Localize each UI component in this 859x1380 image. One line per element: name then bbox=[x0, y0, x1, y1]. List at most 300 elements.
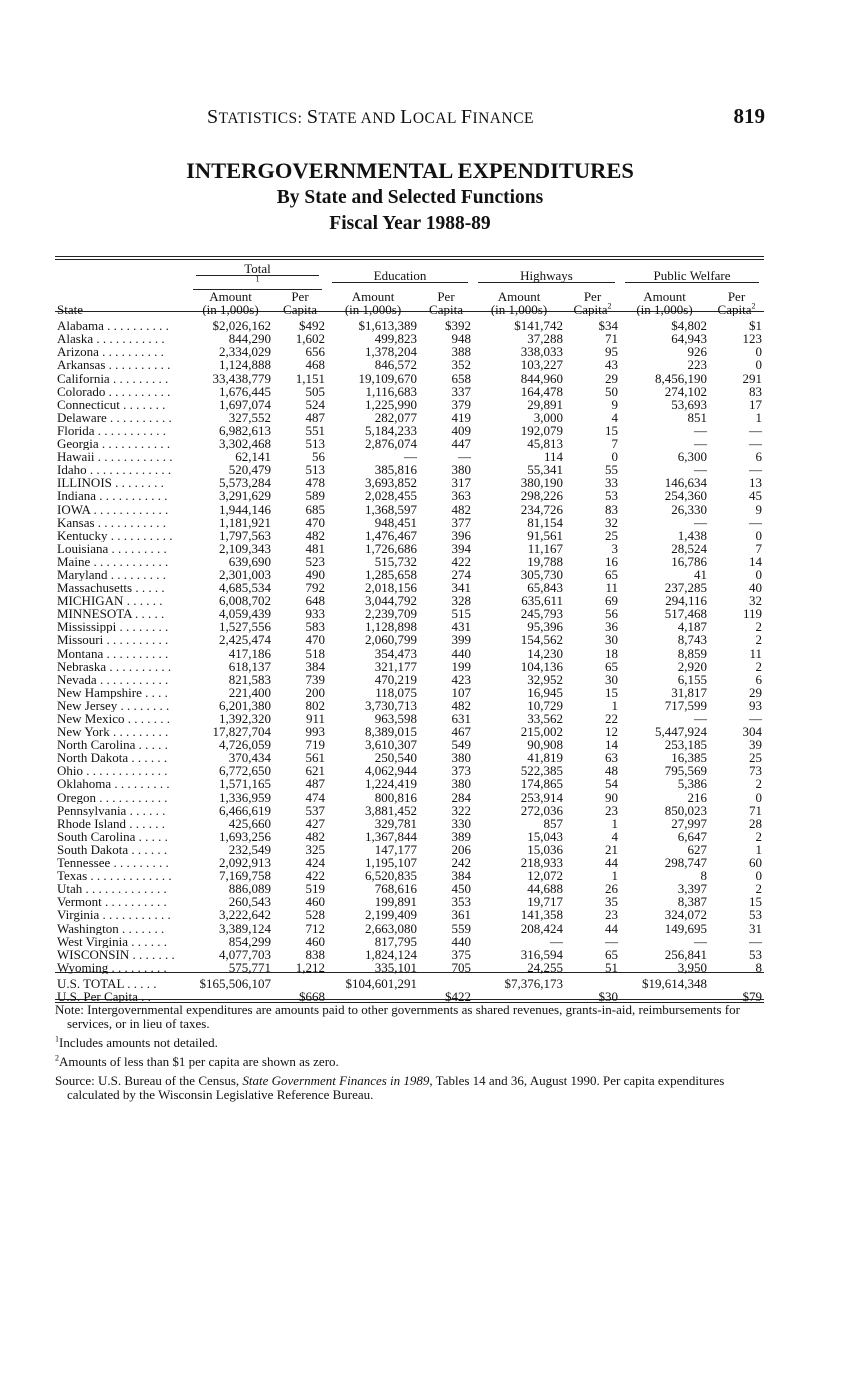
value-cell: $34 bbox=[598, 318, 618, 333]
value-cell: 54 bbox=[605, 777, 618, 791]
value-cell: 800,816 bbox=[374, 790, 417, 804]
value-cell: 3,302,468 bbox=[219, 437, 271, 451]
value-cell: 242 bbox=[451, 856, 471, 870]
value-cell: 10,729 bbox=[527, 698, 563, 712]
value-cell: 17,827,704 bbox=[212, 725, 271, 739]
value-cell: 0 bbox=[755, 790, 762, 804]
value-cell: 260,543 bbox=[228, 895, 271, 909]
value-cell: $165,506,107 bbox=[199, 975, 271, 990]
value-cell: 886,089 bbox=[228, 882, 271, 896]
value-cell: 8 bbox=[700, 869, 707, 883]
value-cell: 854,299 bbox=[228, 934, 271, 948]
state-cell: Massachusetts . . . . . bbox=[57, 581, 165, 595]
state-cell: Rhode Island . . . . . . bbox=[57, 816, 165, 830]
value-cell: 1,124,888 bbox=[219, 358, 271, 372]
value-cell: 5,447,924 bbox=[655, 725, 707, 739]
value-cell: 6 bbox=[755, 450, 762, 464]
value-cell: 2 bbox=[755, 777, 762, 791]
value-cell: 948,451 bbox=[374, 515, 417, 529]
value-cell: 2,199,409 bbox=[365, 908, 417, 922]
table-row bbox=[55, 633, 764, 646]
value-cell: 65,843 bbox=[527, 581, 563, 595]
state-cell: Kentucky . . . . . . . . . . bbox=[57, 528, 173, 542]
group-education: Education bbox=[327, 262, 473, 290]
value-cell: 2,092,913 bbox=[219, 856, 271, 870]
table-row bbox=[55, 738, 764, 751]
value-cell: 2,334,029 bbox=[219, 345, 271, 359]
value-cell: 53 bbox=[749, 908, 762, 922]
value-cell: 321,177 bbox=[374, 659, 417, 673]
value-cell: 322 bbox=[451, 803, 471, 817]
state-cell: Ohio . . . . . . . . . . . . . bbox=[57, 764, 168, 778]
value-cell: 15,036 bbox=[527, 842, 563, 857]
value-cell: 523 bbox=[305, 554, 325, 568]
value-cell: 549 bbox=[451, 738, 471, 752]
value-cell: 56 bbox=[312, 450, 325, 464]
value-cell: 388 bbox=[451, 345, 471, 359]
value-cell: 2,109,343 bbox=[219, 541, 271, 555]
value-cell: 519 bbox=[305, 882, 325, 896]
state-cell: Montana . . . . . . . . . . bbox=[57, 646, 169, 660]
table-row bbox=[55, 385, 764, 398]
value-cell: 41,819 bbox=[527, 751, 563, 765]
group-highways: Highways bbox=[473, 262, 620, 290]
value-cell: 272,036 bbox=[520, 803, 563, 817]
value-cell: 515,732 bbox=[374, 554, 417, 568]
state-cell: Hawaii . . . . . . . . . . . . bbox=[57, 450, 173, 464]
value-cell: 1,224,419 bbox=[365, 777, 417, 791]
value-cell: 237,285 bbox=[664, 581, 707, 595]
value-cell: 384 bbox=[451, 869, 471, 883]
state-cell: Nebraska . . . . . . . . . . bbox=[57, 659, 172, 673]
header-blank bbox=[55, 262, 188, 290]
value-cell: 1,368,597 bbox=[365, 502, 417, 516]
value-cell: 844,290 bbox=[228, 332, 271, 346]
table-row bbox=[55, 777, 764, 790]
table-row bbox=[55, 830, 764, 843]
value-cell: 4,726,059 bbox=[219, 738, 271, 752]
value-cell: — bbox=[550, 934, 563, 948]
footnote-1: $^1$Includes amounts not detailed. bbox=[55, 1034, 218, 1050]
value-cell: 3,044,792 bbox=[365, 594, 417, 608]
value-cell: 926 bbox=[687, 345, 707, 359]
value-cell: 22 bbox=[605, 712, 618, 726]
value-cell: 245,793 bbox=[520, 607, 563, 621]
value-cell: 4,077,703 bbox=[219, 947, 271, 961]
value-cell: 1,438 bbox=[677, 528, 707, 542]
value-cell: 15 bbox=[605, 685, 618, 699]
value-cell: 8,387 bbox=[677, 895, 707, 909]
table-row bbox=[55, 817, 764, 830]
value-cell: 422 bbox=[305, 869, 325, 883]
expenditures-table bbox=[55, 262, 764, 1003]
value-cell: 631 bbox=[451, 712, 471, 726]
state-cell: New York . . . . . . . . . bbox=[57, 725, 169, 739]
value-cell: 28 bbox=[749, 816, 762, 830]
value-cell: 499,823 bbox=[374, 332, 417, 346]
value-cell: — bbox=[694, 463, 707, 477]
state-cell: Utah . . . . . . . . . . . . . bbox=[57, 882, 167, 896]
value-cell: 846,572 bbox=[374, 358, 417, 372]
value-cell: 911 bbox=[305, 712, 325, 726]
value-cell: 2 bbox=[755, 633, 762, 647]
value-cell: 192,079 bbox=[520, 423, 563, 438]
value-cell: $2,026,162 bbox=[212, 318, 271, 333]
value-cell: 377 bbox=[451, 515, 471, 529]
value-cell: 1,527,556 bbox=[219, 620, 271, 634]
table-row bbox=[55, 804, 764, 817]
value-cell: 12,072 bbox=[527, 869, 563, 883]
state-cell: Louisiana . . . . . . . . . bbox=[57, 541, 167, 555]
state-cell: Florida . . . . . . . . . . . bbox=[57, 423, 167, 438]
value-cell: 2 bbox=[755, 620, 762, 634]
table-row bbox=[55, 699, 764, 712]
value-cell: 1 bbox=[611, 698, 618, 712]
value-cell: 53 bbox=[605, 489, 618, 503]
value-cell: — bbox=[749, 712, 762, 726]
value-cell: 39 bbox=[749, 738, 762, 752]
state-cell: U.S. TOTAL . . . . . bbox=[57, 975, 157, 990]
value-cell: 304 bbox=[742, 725, 762, 739]
table-row bbox=[55, 869, 764, 882]
value-cell: 537 bbox=[305, 803, 325, 817]
value-cell: 206 bbox=[451, 842, 471, 857]
group-public-welfare: Public Welfare bbox=[620, 262, 764, 290]
value-cell: 83 bbox=[749, 384, 762, 398]
table-row bbox=[55, 581, 764, 594]
value-cell: 515 bbox=[451, 607, 471, 621]
state-cell: Texas . . . . . . . . . . . . . bbox=[57, 869, 172, 883]
value-cell: 627 bbox=[687, 842, 707, 857]
value-cell: 0 bbox=[755, 528, 762, 542]
value-cell: 353 bbox=[451, 895, 471, 909]
state-cell: Pennsylvania . . . . . . bbox=[57, 803, 166, 817]
table-row bbox=[55, 568, 764, 581]
value-cell: — bbox=[694, 712, 707, 726]
value-cell: 3,389,124 bbox=[219, 921, 271, 935]
col-highways-per-capita: Per Capita$^2$ bbox=[573, 290, 612, 317]
value-cell: 481 bbox=[305, 541, 325, 555]
value-cell: 51 bbox=[605, 960, 618, 974]
value-cell bbox=[709, 974, 764, 990]
value-cell: 6,155 bbox=[677, 672, 707, 686]
value-cell: 329,781 bbox=[374, 816, 417, 830]
state-cell: Vermont . . . . . . . . . . bbox=[57, 895, 167, 909]
state-cell: New Hampshire . . . . bbox=[57, 685, 168, 699]
value-cell: 1,378,204 bbox=[365, 345, 417, 359]
value-cell: 1,726,686 bbox=[365, 541, 417, 555]
state-cell: Delaware . . . . . . . . . . bbox=[57, 410, 172, 424]
value-cell: 223 bbox=[687, 358, 707, 372]
value-cell: 33,438,779 bbox=[212, 371, 271, 385]
value-cell bbox=[419, 974, 473, 990]
value-cell: 55 bbox=[605, 463, 618, 477]
value-cell: 2,060,799 bbox=[365, 633, 417, 647]
value-cell: 1 bbox=[611, 816, 618, 830]
value-cell: 490 bbox=[305, 567, 325, 582]
value-cell: 31 bbox=[749, 921, 762, 935]
table-row bbox=[55, 489, 764, 502]
value-cell: 29,891 bbox=[527, 397, 563, 411]
state-cell: Colorado . . . . . . . . . . bbox=[57, 384, 171, 398]
table-row bbox=[55, 398, 764, 411]
value-cell: 447 bbox=[451, 437, 471, 451]
value-cell: 7,169,758 bbox=[219, 869, 271, 883]
value-cell: 3,000 bbox=[533, 410, 563, 424]
value-cell: 2,018,156 bbox=[365, 581, 417, 595]
value-cell: 30 bbox=[605, 633, 618, 647]
col-total-per-capita: Per Capita bbox=[283, 290, 317, 317]
state-cell: Kansas . . . . . . . . . . . bbox=[57, 515, 167, 529]
value-cell: 1 bbox=[755, 842, 762, 857]
value-cell: 2,028,455 bbox=[365, 489, 417, 503]
value-cell: 385,816 bbox=[374, 463, 417, 477]
col-highways-amount: Amount (in 1,000s) bbox=[490, 290, 548, 317]
table-row bbox=[55, 895, 764, 908]
value-cell: 482 bbox=[451, 698, 471, 712]
value-cell: 460 bbox=[305, 895, 325, 909]
value-cell: 719 bbox=[305, 738, 325, 752]
value-cell: 817,795 bbox=[374, 934, 417, 948]
value-cell: 18 bbox=[605, 646, 618, 660]
value-cell: 4,062,944 bbox=[365, 764, 417, 778]
value-cell: 11 bbox=[605, 581, 618, 595]
value-cell: 850,023 bbox=[664, 803, 707, 817]
table-body bbox=[55, 316, 764, 1003]
col-total-amount: Amount (in 1,000s) bbox=[202, 290, 259, 317]
group-total: Total $^1$ bbox=[188, 262, 327, 290]
value-cell: 33 bbox=[605, 476, 618, 490]
value-cell: $30 bbox=[598, 989, 618, 1004]
value-cell: 717,599 bbox=[664, 698, 707, 712]
value-cell: $1,613,389 bbox=[358, 318, 417, 333]
value-cell: 518 bbox=[305, 646, 325, 660]
value-cell: 712 bbox=[305, 921, 325, 935]
state-cell: New Mexico . . . . . . . bbox=[57, 712, 171, 726]
value-cell: 424 bbox=[305, 856, 325, 870]
value-cell: 14,230 bbox=[527, 646, 563, 660]
value-cell: 470,219 bbox=[374, 672, 417, 686]
table-row bbox=[55, 463, 764, 476]
value-cell: 2,663,080 bbox=[365, 921, 417, 935]
value-cell: 14 bbox=[749, 554, 762, 568]
value-cell: 16,385 bbox=[671, 751, 707, 765]
value-cell: 648 bbox=[305, 594, 325, 608]
value-cell: 1,116,683 bbox=[365, 384, 417, 398]
value-cell: 470 bbox=[305, 515, 325, 529]
value-cell: 221,400 bbox=[228, 685, 271, 699]
value-cell: 26,330 bbox=[671, 502, 707, 516]
table-row bbox=[55, 332, 764, 345]
value-cell: 705 bbox=[451, 960, 471, 974]
notes bbox=[55, 1003, 764, 1107]
table-row bbox=[55, 856, 764, 869]
value-cell: 792 bbox=[305, 581, 325, 595]
value-cell: 6,466,619 bbox=[219, 803, 271, 817]
value-cell: 1,285,658 bbox=[365, 567, 417, 582]
value-cell: — bbox=[694, 423, 707, 438]
table-top-rule bbox=[55, 256, 764, 260]
value-cell: 81,154 bbox=[527, 515, 563, 529]
value-cell: 14 bbox=[605, 738, 618, 752]
value-cell: 3,950 bbox=[677, 960, 707, 974]
value-cell: 513 bbox=[305, 463, 325, 477]
table-row bbox=[55, 437, 764, 450]
value-cell: 3,397 bbox=[677, 882, 707, 896]
value-cell: 338,033 bbox=[520, 345, 563, 359]
value-cell: 164,478 bbox=[520, 384, 563, 398]
value-cell: 9 bbox=[611, 397, 618, 411]
table-row bbox=[55, 660, 764, 673]
value-cell: 21 bbox=[605, 842, 618, 857]
value-cell: — bbox=[749, 423, 762, 438]
value-cell: 6,772,650 bbox=[219, 764, 271, 778]
value-cell: 2 bbox=[755, 882, 762, 896]
table-row bbox=[55, 843, 764, 856]
value-cell: 325 bbox=[305, 842, 325, 857]
value-cell: 35 bbox=[605, 895, 618, 909]
value-cell: 3,730,713 bbox=[365, 698, 417, 712]
value-cell: 107 bbox=[451, 685, 471, 699]
value-cell: 468 bbox=[305, 358, 325, 372]
value-cell: 83 bbox=[605, 502, 618, 516]
state-cell: MICHIGAN . . . . . . bbox=[57, 594, 163, 608]
value-cell: — bbox=[694, 515, 707, 529]
value-cell: 256,841 bbox=[664, 947, 707, 961]
value-cell: 1,944,146 bbox=[219, 502, 271, 516]
value-cell: — bbox=[749, 463, 762, 477]
value-cell: 802 bbox=[305, 698, 325, 712]
value-cell: 56 bbox=[605, 607, 618, 621]
value-cell: 2,239,709 bbox=[365, 607, 417, 621]
state-cell: California . . . . . . . . . bbox=[57, 371, 169, 385]
value-cell: 95 bbox=[605, 345, 618, 359]
value-cell: 1,336,959 bbox=[219, 790, 271, 804]
value-cell: 482 bbox=[305, 528, 325, 542]
state-cell: WISCONSIN . . . . . . . bbox=[57, 947, 175, 961]
state-cell: North Carolina . . . . . bbox=[57, 738, 168, 752]
table-row bbox=[55, 345, 764, 358]
value-cell: 4,685,534 bbox=[219, 581, 271, 595]
table-row bbox=[55, 411, 764, 424]
value-cell: 379 bbox=[451, 397, 471, 411]
state-cell: U.S. Per Capita . . bbox=[57, 989, 151, 1004]
value-cell: 575,771 bbox=[228, 960, 271, 974]
value-cell: 422 bbox=[451, 554, 471, 568]
value-cell: 33,562 bbox=[527, 712, 563, 726]
value-cell: 71 bbox=[605, 332, 618, 346]
value-cell: 354,473 bbox=[374, 646, 417, 660]
value-cell: 63 bbox=[605, 751, 618, 765]
value-cell: 4,059,439 bbox=[219, 607, 271, 621]
value-cell: 25 bbox=[749, 751, 762, 765]
value-cell: 3,222,642 bbox=[219, 908, 271, 922]
value-cell: 8,456,190 bbox=[655, 371, 707, 385]
value-cell: 3,881,452 bbox=[365, 803, 417, 817]
value-cell: 3,291,629 bbox=[219, 489, 271, 503]
value-cell: 50 bbox=[605, 384, 618, 398]
value-cell: 431 bbox=[451, 620, 471, 634]
value-cell: 8,389,015 bbox=[365, 725, 417, 739]
value-cell: 450 bbox=[451, 882, 471, 896]
value-cell: 16,786 bbox=[671, 554, 707, 568]
value-cell: 305,730 bbox=[520, 567, 563, 582]
value-cell: 1,367,844 bbox=[365, 829, 417, 843]
value-cell: — bbox=[404, 450, 417, 464]
value-cell: 844,960 bbox=[520, 371, 563, 385]
value-cell: 5,184,233 bbox=[365, 423, 417, 438]
value-cell: 0 bbox=[755, 358, 762, 372]
value-cell: 0 bbox=[755, 567, 762, 582]
running-title: STATISTICS: STATE AND LOCAL FINANCE bbox=[207, 106, 535, 128]
value-cell: 291 bbox=[742, 371, 762, 385]
value-cell: 0 bbox=[611, 450, 618, 464]
value-cell: 513 bbox=[305, 437, 325, 451]
value-cell: 522,385 bbox=[520, 764, 563, 778]
note-text: Note: Intergovernmental expenditures are amounts paid to other governments as shared revenues, grants-in-aid, reimbursements for services, or in lieu of taxes. bbox=[55, 1002, 740, 1031]
value-cell: 373 bbox=[451, 764, 471, 778]
state-cell: Nevada . . . . . . . . . . . bbox=[57, 672, 169, 686]
table-row bbox=[55, 358, 764, 371]
value-cell: 589 bbox=[305, 489, 325, 503]
value-cell: 6,201,380 bbox=[219, 698, 271, 712]
value-cell: 8,859 bbox=[677, 646, 707, 660]
value-cell: 23 bbox=[605, 803, 618, 817]
running-head bbox=[55, 106, 765, 136]
value-cell: $492 bbox=[299, 318, 325, 333]
value-cell: 363 bbox=[451, 489, 471, 503]
state-cell: Alabama . . . . . . . . . . bbox=[57, 318, 169, 333]
value-cell: 380 bbox=[451, 751, 471, 765]
value-cell: 528 bbox=[305, 908, 325, 922]
value-cell: 13 bbox=[749, 476, 762, 490]
value-cell: 2 bbox=[755, 659, 762, 673]
table-row bbox=[55, 372, 764, 385]
value-cell: 65 bbox=[605, 947, 618, 961]
value-cell: 7 bbox=[611, 437, 618, 451]
value-cell: 32 bbox=[749, 594, 762, 608]
value-cell: 857 bbox=[543, 816, 563, 830]
value-cell: 2,301,003 bbox=[219, 567, 271, 582]
value-cell: 282,077 bbox=[374, 410, 417, 424]
value-cell: 16 bbox=[605, 554, 618, 568]
value-cell: 40 bbox=[749, 581, 762, 595]
value-cell: 62,141 bbox=[235, 450, 271, 464]
value-cell: 123 bbox=[742, 332, 762, 346]
value-cell: 658 bbox=[451, 371, 471, 385]
value-cell: — bbox=[605, 934, 618, 948]
table-row bbox=[55, 922, 764, 935]
value-cell: 274 bbox=[451, 567, 471, 582]
value-cell: 25 bbox=[605, 528, 618, 542]
value-cell: 284 bbox=[451, 790, 471, 804]
value-cell: 69 bbox=[605, 594, 618, 608]
table-row bbox=[55, 316, 764, 332]
table-row bbox=[55, 948, 764, 961]
state-cell: North Dakota . . . . . . bbox=[57, 751, 168, 765]
value-cell: 90 bbox=[605, 790, 618, 804]
value-cell: 1,128,898 bbox=[365, 620, 417, 634]
value-cell: 3,610,307 bbox=[365, 738, 417, 752]
value-cell: 524 bbox=[305, 397, 325, 411]
value-cell: 65 bbox=[605, 659, 618, 673]
value-cell: 199,891 bbox=[374, 895, 417, 909]
value-cell: 32,952 bbox=[527, 672, 563, 686]
value-cell: 470 bbox=[305, 633, 325, 647]
value-cell: 399 bbox=[451, 633, 471, 647]
value-cell: 380 bbox=[451, 463, 471, 477]
value-cell: 119 bbox=[742, 607, 762, 621]
